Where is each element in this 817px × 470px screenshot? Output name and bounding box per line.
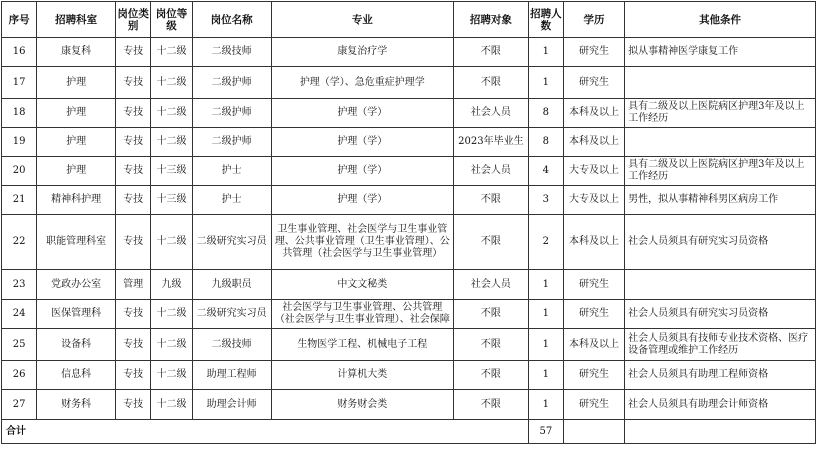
recruitment-table [1, 1, 816, 444]
cell-category: 专技 [116, 300, 151, 329]
cell-other: 社会人员须具有技师专业技术资格、医疗设备管理或维护工作经历 [625, 329, 816, 361]
cell-level: 十二级 [151, 329, 192, 361]
cell-major: 社会医学与卫生事业管理、公共管理（社会医学与卫生事业管理）、社会保障 [271, 300, 454, 329]
header-target: 招聘对象 [454, 2, 529, 38]
cell-count: 1 [528, 270, 563, 300]
cell-dept: 康复科 [37, 38, 116, 67]
cell-level: 十二级 [151, 361, 192, 390]
header-row [2, 2, 816, 38]
table-row [2, 300, 816, 329]
cell-count: 1 [528, 361, 563, 390]
cell-other: 男性，拟从事精神科男区病房工作 [625, 186, 816, 215]
header-level: 岗位等级 [151, 2, 192, 38]
cell-major: 财务财会类 [271, 390, 454, 420]
cell-major: 康复治疗学 [271, 38, 454, 67]
table-row [2, 186, 816, 215]
cell-position: 二级护师 [192, 128, 271, 157]
cell-level: 十二级 [151, 128, 192, 157]
table-row [2, 67, 816, 99]
total-row [2, 420, 816, 444]
cell-position: 二级护师 [192, 67, 271, 99]
table-row [2, 157, 816, 186]
cell-target: 不限 [454, 67, 529, 99]
header-count: 招聘人数 [528, 2, 563, 38]
cell-other: 社会人员须具有助理会计师资格 [625, 390, 816, 420]
cell-position: 护士 [192, 186, 271, 215]
cell-dept: 护理 [37, 157, 116, 186]
cell-count: 1 [528, 390, 563, 420]
cell-major: 计算机大类 [271, 361, 454, 390]
cell-major: 护理（学） [271, 186, 454, 215]
cell-level: 十二级 [151, 390, 192, 420]
cell-education: 研究生 [563, 38, 624, 67]
cell-education: 研究生 [563, 361, 624, 390]
cell-category: 管理 [116, 270, 151, 300]
table-row [2, 270, 816, 300]
cell-target: 不限 [454, 361, 529, 390]
cell-seq: 24 [2, 300, 37, 329]
cell-dept: 护理 [37, 128, 116, 157]
cell-level: 十三级 [151, 186, 192, 215]
cell-other [625, 270, 816, 300]
cell-education: 研究生 [563, 67, 624, 99]
cell-count: 8 [528, 128, 563, 157]
cell-category: 专技 [116, 390, 151, 420]
cell-education: 本科及以上 [563, 99, 624, 128]
cell-position: 九级职员 [192, 270, 271, 300]
cell-education: 研究生 [563, 270, 624, 300]
cell-education: 大专及以上 [563, 157, 624, 186]
cell-level: 十二级 [151, 99, 192, 128]
cell-education: 本科及以上 [563, 128, 624, 157]
cell-category: 专技 [116, 67, 151, 99]
cell-seq: 23 [2, 270, 37, 300]
cell-category: 专技 [116, 329, 151, 361]
cell-position: 二级技师 [192, 329, 271, 361]
cell-seq: 17 [2, 67, 37, 99]
cell-position: 助理会计师 [192, 390, 271, 420]
cell-major: 护理（学）、急危重症护理学 [271, 67, 454, 99]
cell-other [625, 128, 816, 157]
cell-target: 社会人员 [454, 99, 529, 128]
cell-other: 社会人员须具有研究实习员资格 [625, 300, 816, 329]
table-row [2, 99, 816, 128]
cell-level: 十二级 [151, 215, 192, 270]
cell-target: 不限 [454, 300, 529, 329]
cell-other [625, 67, 816, 99]
cell-dept: 财务科 [37, 390, 116, 420]
total-label: 合计 [2, 420, 529, 444]
cell-dept: 医保管理科 [37, 300, 116, 329]
cell-major: 卫生事业管理、社会医学与卫生事业管理、公共事业管理（卫生事业管理）、公共管理（社会医学与卫生事业管理） [271, 215, 454, 270]
cell-count: 1 [528, 38, 563, 67]
cell-target: 2023年毕业生 [454, 128, 529, 157]
cell-position: 助理工程师 [192, 361, 271, 390]
cell-position: 二级技师 [192, 38, 271, 67]
cell-other: 具有二级及以上医院病区护理3年及以上工作经历 [625, 157, 816, 186]
table-row [2, 215, 816, 270]
header-seq: 序号 [2, 2, 37, 38]
cell-dept: 党政办公室 [37, 270, 116, 300]
cell-position: 二级护师 [192, 99, 271, 128]
cell-count: 8 [528, 99, 563, 128]
cell-other: 拟从事精神医学康复工作 [625, 38, 816, 67]
cell-target: 不限 [454, 215, 529, 270]
cell-major: 护理（学） [271, 99, 454, 128]
cell-level: 十二级 [151, 300, 192, 329]
cell-level: 十二级 [151, 67, 192, 99]
cell-dept: 职能管理科室 [37, 215, 116, 270]
cell-dept: 信息科 [37, 361, 116, 390]
cell-target: 社会人员 [454, 270, 529, 300]
cell-target: 社会人员 [454, 157, 529, 186]
header-major: 专业 [271, 2, 454, 38]
cell-other: 具有二级及以上医院病区护理3年及以上工作经历 [625, 99, 816, 128]
cell-target: 不限 [454, 390, 529, 420]
cell-seq: 25 [2, 329, 37, 361]
table-row [2, 38, 816, 67]
cell-count: 4 [528, 157, 563, 186]
cell-seq: 18 [2, 99, 37, 128]
cell-dept: 设备科 [37, 329, 116, 361]
cell-seq: 20 [2, 157, 37, 186]
cell-education: 研究生 [563, 390, 624, 420]
table-row [2, 329, 816, 361]
table-row [2, 128, 816, 157]
cell-other: 社会人员须具有助理工程师资格 [625, 361, 816, 390]
total-other-empty [625, 420, 816, 444]
cell-seq: 16 [2, 38, 37, 67]
header-position: 岗位名称 [192, 2, 271, 38]
cell-level: 九级 [151, 270, 192, 300]
total-education-empty [563, 420, 624, 444]
header-education: 学历 [563, 2, 624, 38]
cell-count: 3 [528, 186, 563, 215]
cell-count: 1 [528, 67, 563, 99]
header-other: 其他条件 [625, 2, 816, 38]
total-count: 57 [528, 420, 563, 444]
cell-count: 1 [528, 300, 563, 329]
cell-category: 专技 [116, 99, 151, 128]
cell-category: 专技 [116, 157, 151, 186]
cell-category: 专技 [116, 128, 151, 157]
cell-level: 十三级 [151, 157, 192, 186]
cell-position: 二级研究实习员 [192, 215, 271, 270]
cell-count: 2 [528, 215, 563, 270]
cell-level: 十二级 [151, 38, 192, 67]
cell-position: 二级研究实习员 [192, 300, 271, 329]
cell-target: 不限 [454, 38, 529, 67]
cell-position: 护士 [192, 157, 271, 186]
header-category: 岗位类别 [116, 2, 151, 38]
table-row [2, 361, 816, 390]
cell-seq: 19 [2, 128, 37, 157]
header-dept: 招聘科室 [37, 2, 116, 38]
cell-category: 专技 [116, 361, 151, 390]
cell-seq: 22 [2, 215, 37, 270]
cell-dept: 护理 [37, 99, 116, 128]
cell-major: 中文文秘类 [271, 270, 454, 300]
cell-seq: 27 [2, 390, 37, 420]
table-row [2, 390, 816, 420]
cell-education: 本科及以上 [563, 329, 624, 361]
cell-other: 社会人员须具有研究实习员资格 [625, 215, 816, 270]
cell-target: 不限 [454, 329, 529, 361]
cell-target: 不限 [454, 186, 529, 215]
cell-education: 研究生 [563, 300, 624, 329]
cell-category: 专技 [116, 186, 151, 215]
cell-count: 1 [528, 329, 563, 361]
cell-education: 本科及以上 [563, 215, 624, 270]
cell-category: 专技 [116, 215, 151, 270]
cell-dept: 护理 [37, 67, 116, 99]
cell-major: 护理（学） [271, 157, 454, 186]
cell-major: 护理（学） [271, 128, 454, 157]
cell-seq: 21 [2, 186, 37, 215]
cell-dept: 精神科护理 [37, 186, 116, 215]
cell-seq: 26 [2, 361, 37, 390]
cell-category: 专技 [116, 38, 151, 67]
cell-education: 大专及以上 [563, 186, 624, 215]
cell-major: 生物医学工程、机械电子工程 [271, 329, 454, 361]
